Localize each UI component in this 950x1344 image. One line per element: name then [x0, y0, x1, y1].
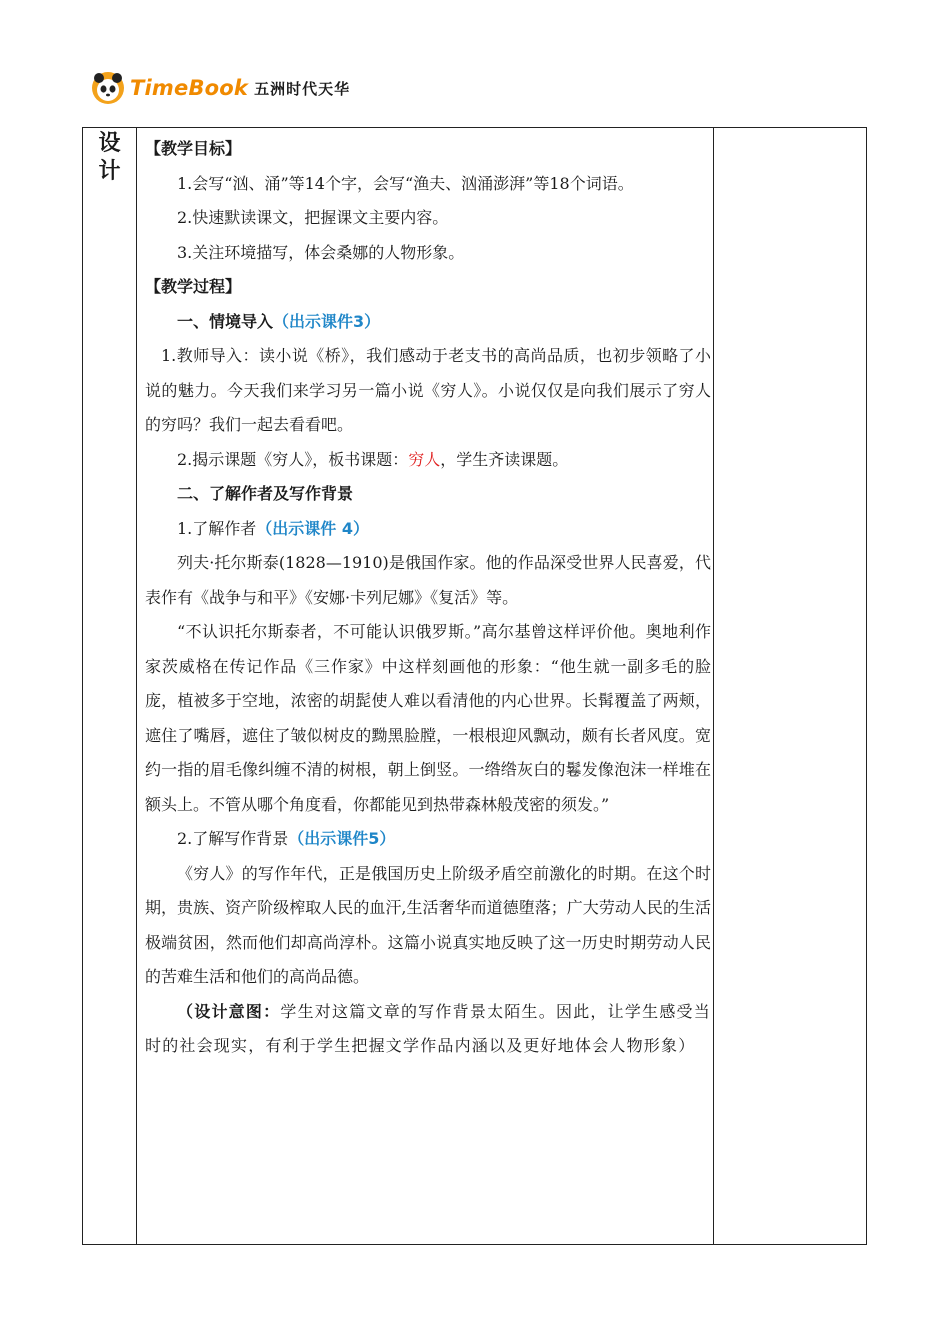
process-heading: 【教学过程】 [145, 277, 242, 296]
paragraph: 列夫·托尔斯泰(1828—1910)是俄国作家。他的作品深受世界人民喜爱，代表作有《战争与和平》《安娜·卡列尼娜》《复活》等。 [145, 553, 711, 607]
paragraph [145, 443, 711, 478]
section2-title: 二、了解作者及写作背景 [177, 484, 354, 503]
timebook-logo [90, 70, 350, 106]
table-divider [136, 128, 137, 1244]
note-label: （设计意图： [177, 1001, 281, 1021]
section-title [145, 305, 711, 340]
table-divider [713, 128, 714, 1244]
design-intent-note [145, 995, 711, 1064]
paragraph: 1.教师导入：读小说《桥》，我们感动于老支书的高尚品质，也初步领略了小说的魅力。今天我们来学习另一篇小说《穷人》。小说仅仅是向我们展示了穷人的穷吗？我们一起去看看吧。 [145, 346, 711, 434]
lesson-table [82, 127, 867, 1245]
goal-item: 3.关注环境描写，体会桑娜的人物形象。 [177, 242, 465, 262]
courseware-ref: （出示课件 4） [256, 518, 369, 538]
design-label-text: 设 计 [98, 131, 121, 184]
background-title: 2.了解写作背景 [177, 829, 289, 848]
paragraph: “不认识托尔斯泰者，不可能认识俄罗斯。”高尔基曾这样评价他。奥地利作家茨威格在传记作品《三作家》中这样刻画他的形象：“他生就一副多毛的脸庞，植被多于空地，浓密的胡髭使人难以看清他的内心世界。长髯覆盖了两颊，遮住了嘴唇，遮住了皱似树皮的黝黑脸膛，一根根迎风飘动，颇有长者风度。宽约一指的眉毛像纠缠不清的树根，朝上倒竖。一绺绺灰白的鬈发像泡沫一样堆在额头上。不管从哪个角度看，你都能见到热带森林般茂密的须发。” [145, 622, 711, 814]
subsection-title [145, 512, 711, 547]
author-title: 1.了解作者 [177, 518, 257, 538]
goal-item: 1.会写“汹、涌”等14个字，会写“渔夫、汹涌澎湃”等18个词语。 [177, 173, 634, 193]
paragraph: 《穷人》的写作年代，正是俄国历史上阶级矛盾空前激化的时期。在这个时期，贵族、资产阶级榨取人民的血汗,生活奢华而道德堕落；广大劳动人民的生活极端贫困，然而他们却高尚淳朴。这篇小说真实地反映了这一历史时期劳动人民的苦难生活和他们的高尚品德。 [145, 863, 711, 986]
brand-subtitle: 五洲时代天华 [254, 79, 351, 98]
section1-title: 一、情境导入 [177, 311, 274, 331]
courseware-ref: （出示课件3） [273, 311, 381, 331]
design-column-label [83, 130, 136, 186]
panda-logo-icon [90, 70, 126, 106]
lesson-content [145, 132, 711, 1064]
note-text: 学生对这篇文章的写作背景太陌生。因此，让学生感受当时的社会现实，有利于学生把握文学作品内涵以及更好地体会人物形象） [145, 1001, 711, 1055]
courseware-ref: （出示课件5） [288, 829, 396, 848]
text: 2.揭示课题《穷人》，板书课题： [177, 449, 409, 469]
board-title: 穷人 [408, 449, 441, 469]
goals-heading: 【教学目标】 [145, 139, 242, 158]
text: ，学生齐读课题。 [440, 449, 569, 469]
subsection-title [145, 822, 711, 857]
goal-item: 2.快速默读课文，把握课文主要内容。 [177, 208, 449, 227]
brand-name: TimeBook [130, 76, 249, 100]
